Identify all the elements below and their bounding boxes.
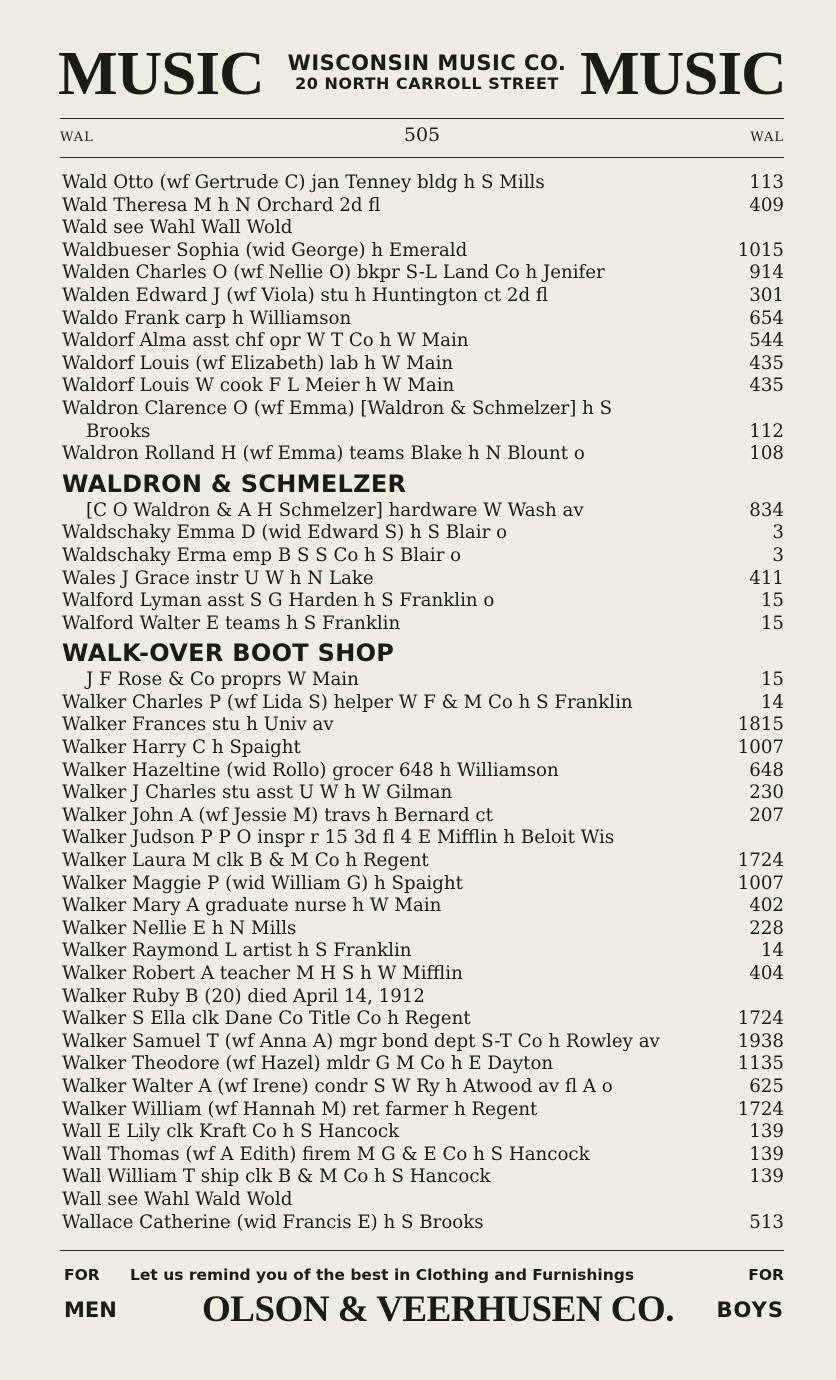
- entry-text: Walker Theodore (wf Hazel) mldr G M Co h E Dayton: [62, 1053, 554, 1075]
- directory-entry: [62, 918, 784, 941]
- entry-number: 207: [749, 804, 784, 826]
- entry-text: Waldschaky Emma D (wid Edward S) h S Blair o: [62, 522, 508, 544]
- ad-company-block: [277, 52, 577, 94]
- directory-entry: [62, 1008, 784, 1031]
- ad-music-right: MUSIC: [580, 40, 787, 108]
- entry-number: 411: [749, 567, 784, 589]
- ad-men: MEN: [64, 1298, 117, 1322]
- entry-text: Walker Maggie P (wid William G) h Spaight: [62, 872, 463, 894]
- entry-number: 1007: [737, 737, 784, 759]
- entry-text: Wall E Lily clk Kraft Co h S Hancock: [62, 1121, 400, 1143]
- entry-text: Walford Lyman asst S G Harden h S Franklin o: [62, 590, 495, 612]
- directory-entry: [62, 1212, 784, 1235]
- entry-text: Waldbueser Sophia (wid George) h Emerald: [62, 239, 468, 261]
- header-left-guide: WAL: [60, 130, 94, 145]
- directory-entry: [62, 590, 784, 613]
- entry-text: Waldo Frank carp h Williamson: [62, 307, 352, 329]
- entry-text: Wales J Grace instr U W h N Lake: [62, 567, 374, 589]
- directory-entry: [62, 398, 784, 421]
- directory-entry: [62, 760, 784, 783]
- entry-number: 230: [749, 782, 784, 804]
- directory-entry: [62, 421, 784, 444]
- ad-company-row: [60, 1290, 784, 1332]
- entry-text: Walker William (wf Hannah M) ret farmer h Regent: [62, 1098, 538, 1120]
- directory-entry: [62, 172, 784, 195]
- entry-number: 14: [760, 691, 784, 713]
- directory-entry: [62, 1144, 784, 1167]
- ad-store-name: OLSON & VEERHUSEN CO.: [202, 1289, 674, 1330]
- directory-entry: [62, 1076, 784, 1099]
- directory-entry: [62, 1189, 784, 1212]
- directory-entry: [62, 568, 784, 591]
- entry-number: 409: [749, 194, 784, 216]
- entry-number: 625: [749, 1075, 784, 1097]
- ad-for-left: FOR: [64, 1266, 100, 1284]
- directory-entry: [62, 827, 784, 850]
- entry-text: Walker Judson P P O inspr r 15 3d fl 4 E Mifflin h Beloit Wis: [62, 827, 615, 849]
- entry-number: 228: [749, 917, 784, 939]
- page-number: 505: [403, 124, 441, 146]
- entry-number: 1724: [737, 850, 784, 872]
- directory-entry: [62, 285, 784, 308]
- directory-entry: [62, 714, 784, 737]
- entry-text: Waldron Clarence O (wf Emma) [Waldron & Schmelzer] h S: [62, 397, 613, 419]
- ad-company-name: WISCONSIN MUSIC CO.: [287, 51, 567, 75]
- directory-entry: [62, 669, 784, 692]
- entry-text: Walker Samuel T (wf Anna A) mgr bond dept S-T Co h Rowley av: [62, 1030, 660, 1052]
- entry-number: 1007: [737, 872, 784, 894]
- entry-text: Walker Walter A (wf Irene) condr S W Ry h Atwood av fl A o: [62, 1075, 613, 1097]
- entry-number: 435: [749, 352, 784, 374]
- directory-entry: [62, 613, 784, 636]
- entry-number: 139: [749, 1143, 784, 1165]
- entry-number: 654: [749, 307, 784, 329]
- header-right-guide: WAL: [750, 130, 784, 145]
- directory-entry: [62, 895, 784, 918]
- page-header: [60, 124, 784, 150]
- entry-text: Walker Frances stu h Univ av: [62, 714, 334, 736]
- entry-text: Walker Hazeltine (wid Rollo) grocer 648 h Williamson: [62, 759, 559, 781]
- entry-text: Walker John A (wf Jessie M) travs h Bernard ct: [62, 804, 493, 826]
- directory-entry: [62, 195, 784, 218]
- entry-text: Walker Charles P (wf Lida S) helper W F & M Co h S Franklin: [62, 691, 633, 713]
- ad-for-right: FOR: [748, 1266, 784, 1284]
- entry-text: Walker Harry C h Spaight: [62, 737, 301, 759]
- entry-text: Walker Mary A graduate nurse h W Main: [62, 895, 442, 917]
- directory-entry: [62, 353, 784, 376]
- entry-number: 14: [760, 940, 784, 962]
- directory-entry: [62, 330, 784, 353]
- entry-number: 3: [772, 544, 784, 566]
- entry-number: 914: [749, 262, 784, 284]
- entry-number: 15: [760, 590, 784, 612]
- ad-boys: BOYS: [716, 1298, 784, 1322]
- entry-text: Walker Robert A teacher M H S h W Mifflin: [62, 963, 463, 984]
- entry-text: Waldron Rolland H (wf Emma) teams Blake h N Blount o: [62, 443, 585, 465]
- directory-entry: [62, 805, 784, 828]
- entry-number: 834: [749, 499, 784, 521]
- directory-entry: [62, 1099, 784, 1122]
- entry-text: Waldorf Alma asst chf opr W T Co h W Main: [62, 330, 469, 352]
- entry-text: Wald Otto (wf Gertrude C) jan Tenney bldg h S Mills: [62, 172, 545, 193]
- ad-slogan-row: [60, 1262, 784, 1290]
- directory-entry: [62, 737, 784, 760]
- entry-text: Walker Laura M clk B & M Co h Regent: [62, 850, 429, 872]
- entry-text: [C O Waldron & A H Schmelzer] hardware W Wash av: [86, 499, 584, 521]
- entry-text: Wall Thomas (wf A Edith) firem M G & E Co h S Hancock: [62, 1143, 590, 1165]
- entry-text: Waldschaky Erma emp B S S Co h S Blair o: [62, 544, 462, 566]
- directory-entry: [62, 545, 784, 568]
- directory-entry: [62, 443, 784, 466]
- directory-entry: [62, 873, 784, 896]
- directory-entry: [62, 963, 784, 986]
- business-heading: WALDRON & SCHMELZER: [62, 469, 407, 498]
- entry-text: Wald Theresa M h N Orchard 2d fl: [62, 194, 381, 216]
- directory-entry: [62, 782, 784, 805]
- entry-number: 404: [749, 963, 784, 984]
- directory-entry: [62, 262, 784, 285]
- directory-entry: [62, 217, 784, 240]
- entry-number: 648: [749, 759, 784, 781]
- entry-number: 108: [749, 443, 784, 465]
- ad-music-left: MUSIC: [57, 40, 264, 108]
- directory-entry: [62, 850, 784, 873]
- directory-entry: [62, 375, 784, 398]
- entry-number: 544: [749, 330, 784, 352]
- entry-text: Wallace Catherine (wid Francis E) h S Brooks: [62, 1211, 484, 1233]
- directory-entry: [62, 1166, 784, 1189]
- entry-number: 435: [749, 375, 784, 397]
- ad-company-address: 20 NORTH CARROLL STREET: [295, 74, 559, 93]
- directory-entry: [62, 500, 784, 523]
- entry-text: Brooks: [86, 420, 151, 442]
- entry-number: 1724: [737, 1098, 784, 1120]
- entry-text: Walker J Charles stu asst U W h W Gilman: [62, 782, 453, 804]
- directory-entry: [62, 940, 784, 963]
- entry-number: 301: [749, 284, 784, 306]
- entry-text: Wall William T ship clk B & M Co h S Hancock: [62, 1166, 491, 1188]
- top-rule: [60, 118, 784, 119]
- entry-number: 3: [772, 522, 784, 544]
- entry-text: J F Rose & Co proprs W Main: [86, 669, 359, 691]
- entry-number: 402: [749, 895, 784, 917]
- entry-number: 513: [749, 1211, 784, 1233]
- entry-number: 139: [749, 1121, 784, 1143]
- directory-entry: [62, 986, 784, 1009]
- entry-number: 1015: [737, 239, 784, 261]
- entry-text: Walford Walter E teams h S Franklin: [62, 612, 401, 634]
- entry-text: Walden Charles O (wf Nellie O) bkpr S-L Land Co h Jenifer: [62, 262, 605, 284]
- business-heading: WALK-OVER BOOT SHOP: [62, 639, 395, 668]
- top-advertisement: [57, 40, 787, 108]
- entry-text: Walker Ruby B (20) died April 14, 1912: [62, 985, 425, 1007]
- entry-text: Walker S Ella clk Dane Co Title Co h Regent: [62, 1008, 471, 1030]
- entry-number: 15: [760, 669, 784, 691]
- entry-number: 1724: [737, 1008, 784, 1030]
- entry-number: 1815: [737, 714, 784, 736]
- entry-text: Waldorf Louis (wf Elizabeth) lab h W Main: [62, 352, 454, 374]
- directory-listing: [62, 172, 784, 1234]
- directory-entry: [62, 240, 784, 263]
- bottom-rule: [60, 1250, 784, 1251]
- directory-entry: [62, 308, 784, 331]
- bottom-advertisement: [60, 1262, 784, 1332]
- directory-entry: [62, 1053, 784, 1076]
- entry-text: Walker Nellie E h N Mills: [62, 917, 297, 939]
- ad-slogan: Let us remind you of the best in Clothing and Furnishings: [130, 1266, 635, 1284]
- entry-number: 1135: [737, 1053, 784, 1075]
- entry-number: 139: [749, 1166, 784, 1188]
- directory-entry: [62, 522, 784, 545]
- entry-number: 113: [749, 172, 784, 193]
- entry-text: Walden Edward J (wf Viola) stu h Huntington ct 2d fl: [62, 284, 549, 306]
- entry-number: 112: [749, 420, 784, 442]
- entry-number: 15: [760, 612, 784, 634]
- entry-number: 1938: [737, 1030, 784, 1052]
- directory-entry: [62, 1121, 784, 1144]
- header-rule: [60, 157, 784, 158]
- directory-entry: [62, 692, 784, 715]
- directory-entry: [62, 1031, 784, 1054]
- entry-text: Wall see Wahl Wald Wold: [62, 1188, 293, 1210]
- entry-text: Waldorf Louis W cook F L Meier h W Main: [62, 375, 455, 397]
- entry-text: Walker Raymond L artist h S Franklin: [62, 940, 412, 962]
- entry-text: Wald see Wahl Wall Wold: [62, 217, 293, 239]
